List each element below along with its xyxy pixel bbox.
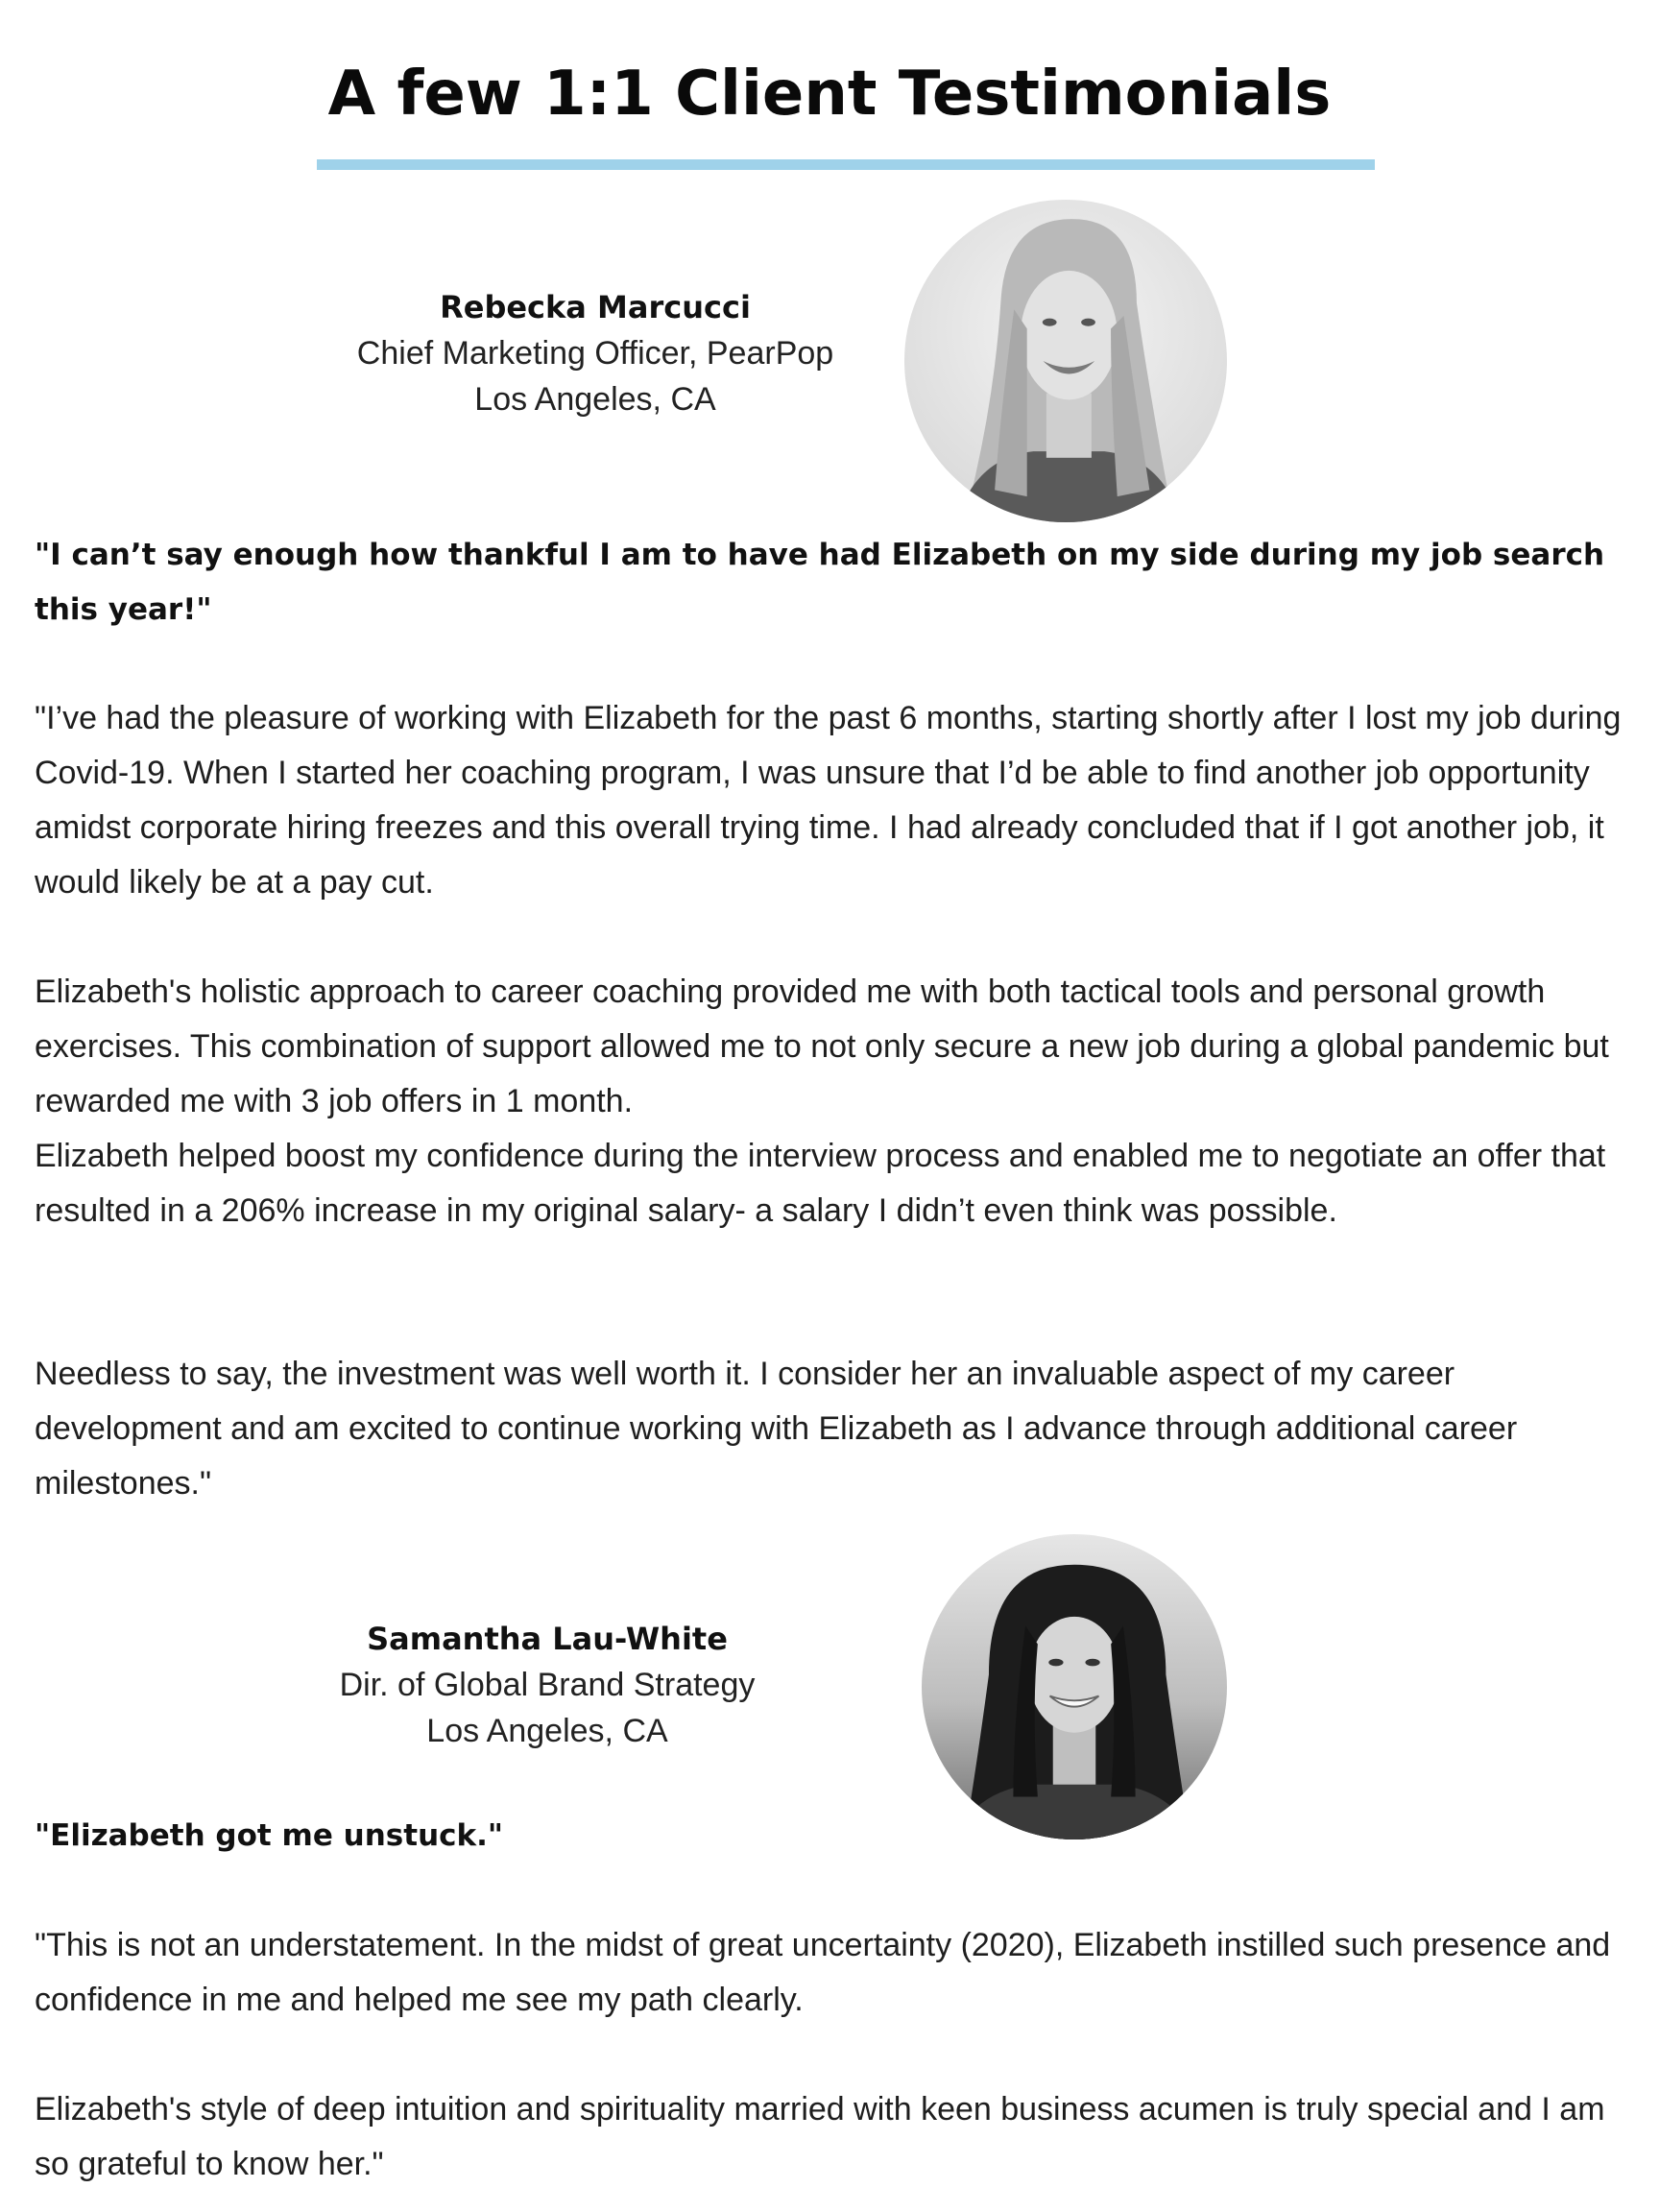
author-location: Los Angeles, CA	[426, 1713, 668, 1749]
page-title: A few 1:1 Client Testimonials	[327, 59, 1332, 130]
author-location: Los Angeles, CA	[474, 381, 716, 418]
author-name: Samantha Lau-White	[367, 1621, 728, 1657]
portrait-image	[922, 1534, 1227, 1839]
author-photo-2	[922, 1534, 1227, 1839]
testimonial-paragraph: "I’ve had the pleasure of working with Elizabeth for the past 6 months, starting shortly after I lost my job during Covid-19. When I started her coaching program, I was unsure that I’d be able to find another job opportunity amidst corporate hiring freezes and this overall trying time. I had already concluded that if I got another job, it would likely be at a pay cut.	[35, 700, 1622, 901]
author-role: Dir. of Global Brand Strategy	[339, 1667, 756, 1703]
author-photo-1	[904, 200, 1227, 522]
testimonial-paragraph: Elizabeth helped boost my confidence during the interview process and enabled me to negotiate an offer that resulted in a 206% increase in my original salary- a salary I didn’t even think was possible.	[35, 1138, 1606, 1229]
author-role: Chief Marketing Officer, PearPop	[356, 335, 834, 372]
testimonial-headline-1: "I can’t say enough how thankful I am to have had Elizabeth on my side during my job search this year!"	[35, 538, 1605, 627]
testimonial-paragraph: Needless to say, the investment was well worth it. I consider her an invaluable aspect of my career development and am excited to continue working with Elizabeth as I advance through additional career milestones."	[35, 1356, 1518, 1502]
testimonial-paragraph: "This is not an understatement. In the midst of great uncertainty (2020), Elizabeth instilled such presence and confidence in me and helped me see my path clearly.	[35, 1927, 1611, 2018]
testimonial-paragraph: Elizabeth's style of deep intuition and spirituality married with keen business acumen is truly special and I am so grateful to know her."	[35, 2091, 1605, 2182]
portrait-image	[904, 200, 1227, 522]
testimonial-headline-2: "Elizabeth got me unstuck."	[35, 1818, 504, 1853]
author-name: Rebecka Marcucci	[440, 289, 751, 325]
testimonial-author-2	[240, 1616, 854, 1754]
title-underline	[317, 159, 1375, 170]
testimonial-author-1	[288, 284, 902, 422]
testimonial-paragraph: Elizabeth's holistic approach to career coaching provided me with both tactical tools and personal growth exercises. This combination of support allowed me to not only secure a new job during a global pandemic but rewarded me with 3 job offers in 1 month.	[35, 974, 1609, 1119]
